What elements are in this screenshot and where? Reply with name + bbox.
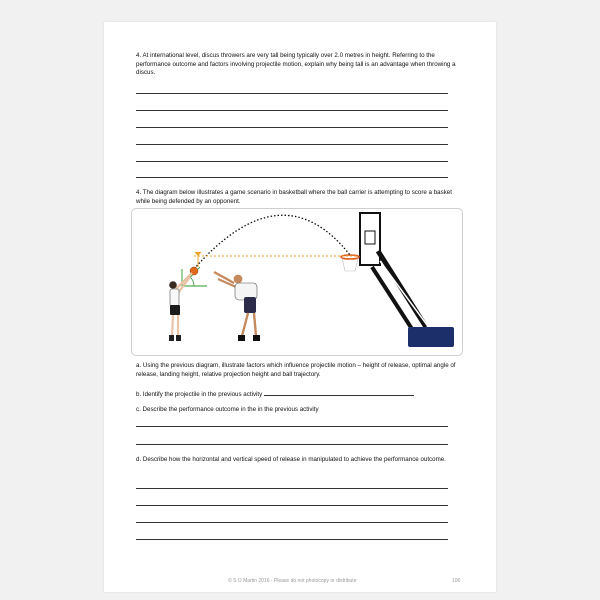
defender-figure	[214, 272, 260, 341]
answer-line[interactable]	[136, 144, 448, 145]
basketball-diagram	[131, 208, 463, 356]
answer-line[interactable]	[136, 127, 448, 128]
basketball-hoop-icon	[341, 213, 454, 347]
answer-line[interactable]	[136, 177, 448, 178]
shooter-figure	[169, 273, 192, 341]
question-discus: 4. At international level, discus throwers are very tall being typically over 2.0 metres in height. Referring to the performance outcome and factors involving projectile motion, explain why being tall is an advantage when throwing a discus.	[136, 52, 456, 77]
answer-line[interactable]	[264, 389, 414, 396]
answer-line[interactable]	[136, 93, 448, 94]
height-arrow-icon	[195, 252, 202, 267]
answer-line[interactable]	[136, 444, 448, 445]
footer-copyright: © S O Martin 2016 - Please do not photocopy or distribute	[228, 578, 357, 584]
answer-line[interactable]	[136, 522, 448, 523]
question-part-d: d. Describe how the horizontal and vertical speed of release in manipulated to achieve the performance outcome.	[136, 456, 446, 463]
ball-trajectory	[194, 215, 350, 269]
answer-line[interactable]	[136, 488, 448, 489]
question-part-b: b. Identify the projectile in the previous activity	[136, 391, 263, 398]
question-part-b-row	[136, 389, 466, 400]
answer-line[interactable]	[136, 426, 448, 427]
hoop-base	[408, 327, 454, 347]
answer-line[interactable]	[136, 110, 448, 111]
question-part-a: a. Using the previous diagram, illustrate factors which influence projectile motion – height of release, optimal angle of release, landing height, relative projection height and ball trajectory.	[136, 362, 456, 378]
answer-line[interactable]	[136, 505, 448, 506]
page-number: 106	[452, 578, 461, 584]
question-basketball: 4. The diagram below illustrates a game scenario in basketball where the ball carrier is attempting to score a basket while being defended by an opponent.	[136, 189, 452, 205]
answer-line[interactable]	[136, 539, 448, 540]
question-part-c: c. Describe the performance outcome in the in the previous activity	[136, 406, 319, 413]
answer-line[interactable]	[136, 161, 448, 162]
